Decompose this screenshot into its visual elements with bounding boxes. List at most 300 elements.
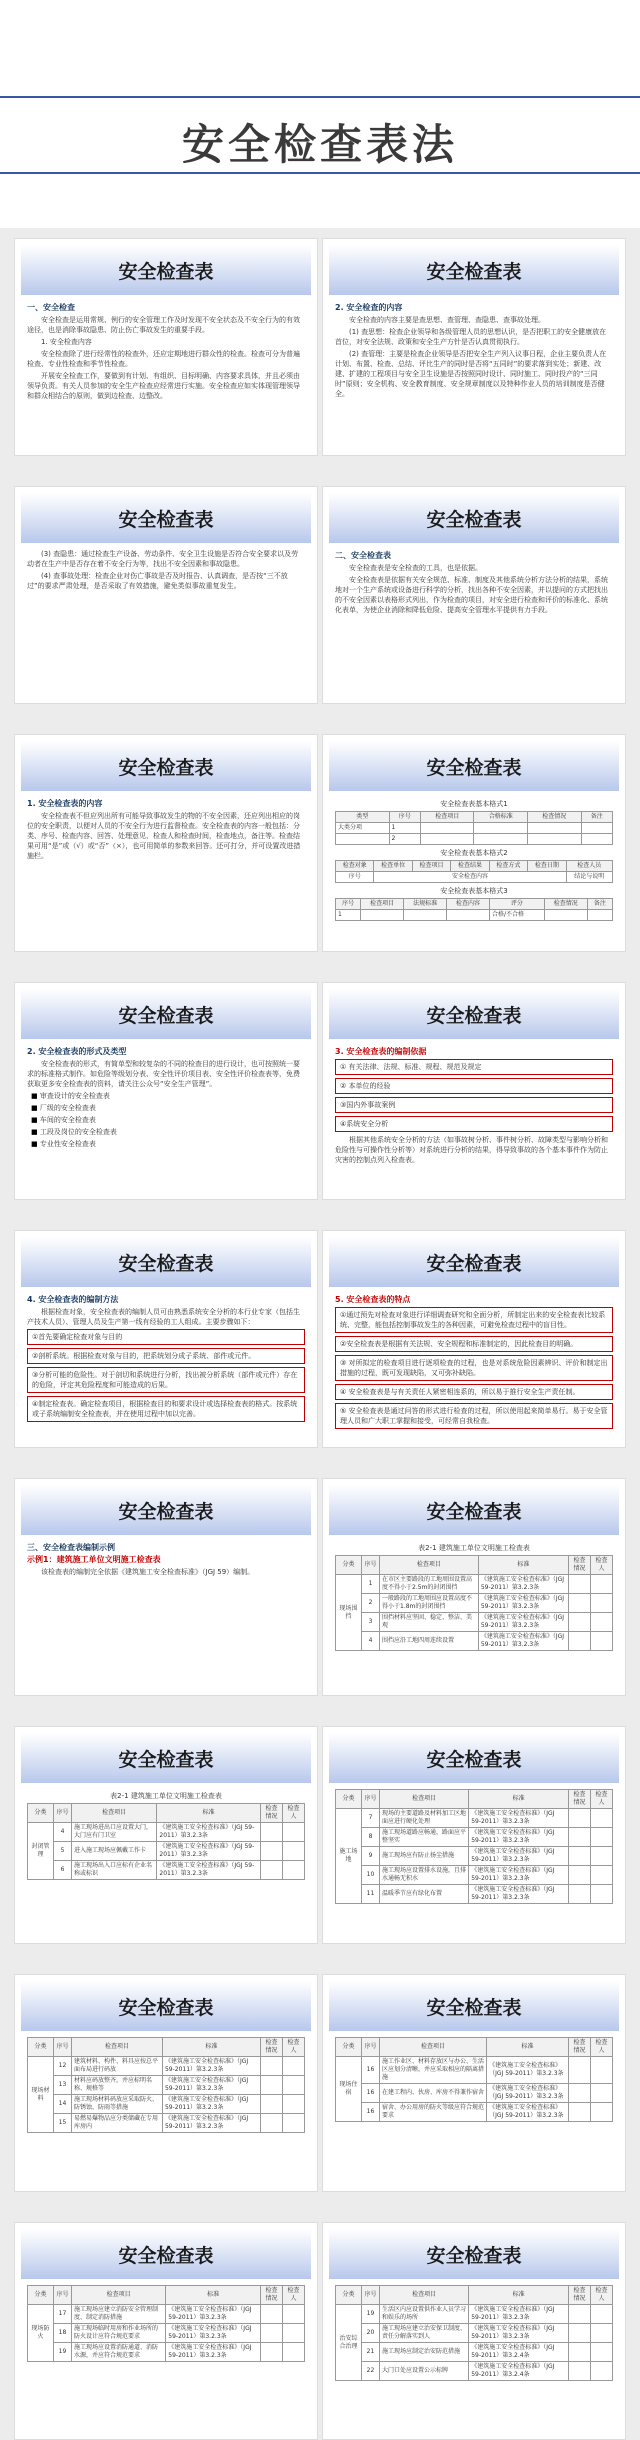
table-cell: [569, 2057, 591, 2084]
table-cell: [283, 2305, 305, 2324]
table-cell: 1: [389, 823, 420, 834]
table-row: [336, 1594, 613, 1613]
slide-banner: [329, 493, 619, 543]
slide-method: [14, 1230, 318, 1448]
table-cell: [591, 1866, 613, 1885]
slide-body: [335, 2285, 613, 2384]
slide-title: 安全检查表: [118, 509, 214, 531]
slide-table-f: [14, 2222, 318, 2440]
table-header-cell: 检查项目: [420, 812, 474, 823]
table-cell: [569, 1613, 591, 1632]
table-row: [28, 2076, 305, 2095]
slide-body: [27, 549, 305, 593]
slide-hazards: [14, 486, 318, 704]
table-cell: 大类分项: [336, 823, 390, 834]
table-cell: 易燃易爆物品应分类储藏在专用库房内: [72, 2114, 163, 2133]
table-cell: [569, 2343, 591, 2362]
table-cell: [261, 2324, 283, 2343]
table-cell: 施工现场道路应畅通，路面应平整坚实: [380, 1828, 469, 1847]
paragraph: 根据检查对象，安全检查表的编制人员可由熟悉系统安全分析的本行业专家（包括生产技术人员）、管理人员及生产第一线有经验的工人组成。主要步骤如下：: [27, 1308, 300, 1326]
method-step: ②剖析系统。根据检查对象与目的，把系统划分成子系统、部件或元件。: [27, 1348, 305, 1364]
slide-body: [335, 549, 613, 617]
table-header-cell: 检查项目: [380, 2038, 487, 2057]
table-cell: 5: [54, 1842, 72, 1861]
table-category: 治安综合治理: [336, 2305, 362, 2381]
slide-body: [335, 1541, 613, 1654]
slide-body: [335, 1293, 613, 1432]
feature-item: ①通过预先对检查对象进行详细调查研究和全面分析，所制定出来的安全检查表比较系统、完整，能包括控制事故发生的各种因素，可避免检查过程中的盲目性。: [335, 1307, 613, 1333]
table-cell: 施工现场应制定治安防范措施: [380, 2343, 469, 2362]
table-cell: [261, 2343, 283, 2362]
table-cell: [591, 1594, 613, 1613]
table-cell: [569, 2103, 591, 2122]
table-cell: 《建筑施工安全检查标准》（JGJ 59-2011）第3.2.3条: [469, 1885, 569, 1904]
slide-banner: [21, 1733, 311, 1783]
table-cell: 《建筑施工安全检查标准》（JGJ 59-2011）第3.2.3条: [478, 1632, 568, 1651]
slide-title: 安全检查表: [426, 1005, 522, 1027]
table-header-cell: 检查情况: [569, 2286, 591, 2305]
slide-body: [27, 2285, 305, 2365]
basis-item: ④系统安全分析: [335, 1116, 613, 1132]
table-cell: 结论与说明: [566, 872, 612, 883]
table-cell: 材料应码放整齐，并应标明名称、规格等: [72, 2076, 163, 2095]
table-header-cell: 评分: [490, 899, 545, 910]
slide-banner: [329, 1485, 619, 1535]
slide-heading: 3. 安全检查表的编制依据: [335, 1047, 427, 1056]
table-header-cell: 序号: [336, 899, 361, 910]
table-cell: [283, 2343, 305, 2362]
table-header-cell: 分类: [28, 2038, 54, 2057]
table-cell: 现场的主要道路及材料加工区地面应进行硬化处理: [380, 1809, 469, 1828]
table-cell: [420, 823, 474, 834]
table-cell: [591, 2084, 613, 2103]
table-header-cell: 序号: [389, 812, 420, 823]
table-cell: 11: [362, 1885, 380, 1904]
table-cell: 《建筑施工安全检查标准》（JGJ 59-2011）第3.2.3条: [157, 1823, 261, 1842]
slide-heading: 二、安全检查表: [335, 551, 391, 560]
slide-heading: 4. 安全检查表的编制方法: [27, 1295, 119, 1304]
table-cell: 14: [54, 2095, 72, 2114]
table-cell: [569, 1575, 591, 1594]
table-header-cell: 分类: [336, 2286, 362, 2305]
table-row: [336, 1809, 613, 1828]
table-cell: 一般路段的工地周围应设置高度不得小于1.8m的封闭围挡: [380, 1594, 479, 1613]
table-cell: [283, 2095, 305, 2114]
method-step: ①首先要确定检查对象与目的: [27, 1329, 305, 1345]
slide-table-a: [322, 1478, 626, 1696]
table-cell: [528, 823, 582, 834]
table-cell: 《建筑施工安全检查标准》（JGJ 59-2011）第3.2.3条: [487, 2084, 569, 2103]
table-cell: 《建筑施工安全检查标准》（JGJ 59-2011）第3.2.4条: [469, 2362, 569, 2381]
table-header-cell: 分类: [28, 2286, 54, 2305]
table-cell: [261, 1861, 283, 1880]
table-header-cell: 检查人: [283, 2038, 305, 2057]
table-cell: 《建筑施工安全检查标准》（JGJ 59-2011）第3.2.3条: [478, 1613, 568, 1632]
slide-title: 安全检查表: [426, 1501, 522, 1523]
table-header-cell: 检查人: [591, 1790, 613, 1809]
table-cell: [591, 1575, 613, 1594]
slide-heading: 2. 安全检查表的形式及类型: [27, 1047, 127, 1056]
table-cell: 《建筑施工安全检查标准》（JGJ 59-2011）第3.2.3条: [157, 1861, 261, 1880]
slide-banner: [329, 741, 619, 791]
table-cell: 《建筑施工安全检查标准》（JGJ 59-2011）第3.2.3条: [487, 2103, 569, 2122]
table-header-cell: 标准: [162, 2038, 260, 2057]
slide-title: 安全检查表: [118, 1997, 214, 2019]
table-header-cell: 检查人: [591, 1556, 613, 1575]
table-header-cell: 检查情况: [544, 899, 587, 910]
table-cell: 《建筑施工安全检查标准》（JGJ 59-2011）第3.2.3条: [469, 2305, 569, 2324]
paragraph: 安全检查表的形式，有简单型和较复杂的不同的检查目的进行设计，也可按照统一要求的标准格式制作。如危险等级划分表、安全性评价项目表、安全性评价检查表等，免费获取更多安全检查表的资料，请关注公众号“安全生产管理”。: [27, 1060, 300, 1088]
slide-table-c: [322, 1726, 626, 1944]
slide-heading: 一、安全检查: [27, 303, 75, 312]
table-header-cell: 检查项目: [380, 2286, 469, 2305]
table-cell: 22: [362, 2362, 380, 2381]
slide-banner: [21, 493, 311, 543]
table-title: 安全检查表基本格式2: [440, 849, 508, 857]
table-cell: 进入施工现场应佩戴工作卡: [72, 1842, 157, 1861]
table-cell: 6: [54, 1861, 72, 1880]
check-table: [335, 2285, 613, 2381]
table-row: [336, 2324, 613, 2343]
table-row: [28, 2324, 305, 2343]
check-table: [335, 1555, 613, 1651]
table-cell: 施工现场应建立治安保卫制度、责任分解落实到人: [380, 2324, 469, 2343]
table-cell: [283, 1842, 305, 1861]
table-row: [336, 1866, 613, 1885]
table-header-cell: 检查人: [283, 1804, 305, 1823]
table-header-cell: 检查人: [591, 2286, 613, 2305]
table-row: [336, 1632, 613, 1651]
slide-banner: [21, 2229, 311, 2279]
table-cell: [569, 1885, 591, 1904]
table-cell: 1: [362, 1575, 380, 1594]
slide-heading: 三、安全检查表编制示例: [27, 1543, 115, 1552]
table-cell: [283, 2114, 305, 2133]
table-cell: [591, 1847, 613, 1866]
table-row: [28, 2305, 305, 2324]
table-cell: [591, 1632, 613, 1651]
slide-title: 安全检查表: [426, 1749, 522, 1771]
table-cell: 18: [54, 2324, 72, 2343]
table-cell: 施工现场进出口应设置大门，大门应有门卫室: [72, 1823, 157, 1842]
table-header-cell: 检查对象: [336, 861, 374, 872]
table-header-cell: 序号: [362, 1556, 380, 1575]
table-cell: [581, 823, 612, 834]
slide-features: [322, 1230, 626, 1448]
slide-body: [27, 1293, 305, 1425]
table-cell: [591, 1828, 613, 1847]
table-cell: 施工现场应设置消防通道、消防水源，并应符合规范要求: [72, 2343, 166, 2362]
table-cell: 13: [54, 2076, 72, 2095]
slide-title: 安全检查表: [118, 2245, 214, 2267]
table-row: [28, 1842, 305, 1861]
table-header-cell: 标准: [166, 2286, 261, 2305]
slide-heading: 2. 安全检查的内容: [335, 303, 403, 312]
paragraph: 1. 安全检查内容: [41, 338, 92, 346]
feature-item: ③ 对所拟定的检查项目进行逐项检查的过程，也是对系统危险因素辨识、评价和制定出措施的过程，既可发现缺陷，又可弥补缺陷。: [335, 1355, 613, 1381]
table-cell: 19: [54, 2343, 72, 2362]
paragraph: 安全检查的内容主要是查思想、查管理、查隐患、查事故处理。: [349, 316, 545, 324]
slide-body: [335, 2037, 613, 2125]
table-cell: 《建筑施工安全检查标准》（JGJ 59-2011）第3.2.3条: [469, 2324, 569, 2343]
table-row: [28, 2343, 305, 2362]
table-header-cell: 分类: [336, 1556, 362, 1575]
table-cell: 《建筑施工安全检查标准》（JGJ 59-2011）第3.2.4条: [469, 2343, 569, 2362]
slide-body: [335, 797, 613, 924]
table-cell: [569, 2324, 591, 2343]
table-header-cell: 分类: [28, 1804, 54, 1823]
table-row: [336, 2103, 613, 2122]
table-cell: [283, 1823, 305, 1842]
table-cell: 4: [54, 1823, 72, 1842]
table-row: [336, 2362, 613, 2381]
table-header-cell: 检查项目: [412, 861, 450, 872]
table-cell: 《建筑施工安全检查标准》（JGJ 59-2011）第3.2.3条: [162, 2095, 260, 2114]
table-cell: [591, 1885, 613, 1904]
format-table-2: [335, 860, 613, 883]
table-cell: [569, 1594, 591, 1613]
slide-banner: [329, 245, 619, 295]
paragraph: 安全检查表是安全检查的工具，也是依据。: [349, 564, 482, 572]
table-header-cell: 法规标准: [404, 899, 447, 910]
slide-title: 安全检查表: [118, 1005, 214, 1027]
table-cell: 9: [362, 1847, 380, 1866]
table-category: 封闭管理: [28, 1823, 54, 1880]
slide-title: 安全检查表: [426, 1997, 522, 2019]
method-step: ④制定检查表。确定检查项目，根据检查目的和要求设计或选择检查表的格式。按系统或子系统编制安全检查表，并在使用过程中加以完善。: [27, 1396, 305, 1422]
slide-title: 安全检查表: [426, 261, 522, 283]
paragraph: 根据其他系统安全分析的方法（如事故树分析、事件树分析、故障类型与影响分析和危险性与可操作性分析等）对系统进行分析的结果，得导致事故的各个基本事件作为防止灾害的控制点列入检查表。: [335, 1136, 608, 1164]
table-cell: 2: [389, 834, 420, 845]
table-title: 安全检查表基本格式3: [440, 887, 508, 895]
table-header-cell: 分类: [336, 1790, 362, 1809]
paragraph: 安全检查表是依据有关安全规范、标准、制度及其他系统分析方法分析的结果，系统地对一个生产系统或设备进行科学的分析，找出各种不安全因素，并以提问的方式把找出的不安全因素以表格形式列出，作为检查的项目，对安全进行检查和评价的标准化、系统化表单，为使企业消除和降低危险、提高安全管理水平提供有力手段。: [335, 576, 608, 614]
cover-line-top: [0, 96, 640, 98]
slide-title: 安全检查表: [426, 2245, 522, 2267]
table-header-cell: 检查项目: [72, 2038, 163, 2057]
table-header-cell: 序号: [362, 2038, 380, 2057]
type-item: ■ 厂级的安全检查表: [31, 1103, 305, 1113]
table-row: [28, 2095, 305, 2114]
table-row: [336, 1885, 613, 1904]
basis-item: ③国内外事故案例: [335, 1097, 613, 1113]
slide-body: [335, 1789, 613, 1907]
table-cell: 《建筑施工安全检查标准》（JGJ 59-2011）第3.2.3条: [487, 2057, 569, 2084]
table-cell: [447, 910, 490, 921]
table-cell: 施工现场应建立消防安全管理制度、制定消防措施: [72, 2305, 166, 2324]
table-cell: 施工现场出入口应标有企业名称或标识: [72, 1861, 157, 1880]
paragraph: 该检查表的编制完全依据《建筑施工安全检查标准》（JGJ 59）编制。: [41, 1568, 255, 1576]
table-cell: 《建筑施工安全检查标准》（JGJ 59-2011）第3.2.3条: [469, 1828, 569, 1847]
table-cell: 大门口处应设置公示标牌: [380, 2362, 469, 2381]
table-title: 表2-1 建筑施工单位文明施工检查表: [418, 1544, 530, 1552]
table-cell: [569, 1847, 591, 1866]
table-header-cell: 标准: [469, 1790, 569, 1809]
paragraph: 安全检查是运用常规、例行的安全管理工作及时发现不安全状态及不安全行为的有效途径，也是消除事故隐患、防止伤亡事故发生的重要手段。: [27, 316, 300, 334]
feature-item: ④ 安全检查表是与有关责任人紧密相连系的，所以易于推行安全生产责任制。: [335, 1384, 613, 1400]
table-cell: [569, 2084, 591, 2103]
slide-basis: [322, 982, 626, 1200]
slide-banner: [329, 989, 619, 1039]
slide-types: [14, 982, 318, 1200]
table-cell: 施工现场材料码放应采取防火、防锈蚀、防雨等措施: [72, 2095, 163, 2114]
table-cell: [404, 910, 447, 921]
table-row: [28, 2057, 305, 2076]
slide-banner: [21, 1485, 311, 1535]
table-cell: [569, 2305, 591, 2324]
table-cell: 《建筑施工安全检查标准》（JGJ 59-2011）第3.2.3条: [469, 1847, 569, 1866]
table-cell: 施工现场临时用房和作业场所的防火设计应符合规范要求: [72, 2324, 166, 2343]
slide-banner: [329, 1981, 619, 2031]
table-row: [336, 2057, 613, 2084]
paragraph: 安全检查表不但应列出所有可能导致事故发生的物的不安全因素，还应列出相应的岗位的安全职责，以便对人员的不安全行为进行监督检查。安全检查表的内容一般包括：分类、序号、检查内容、回答、处理意见、检查人和检查时间，检查地点，备注等。检查结果可用“是”或（√）或“否”（×），也可用简单的参数来回答。还可打分，并可设置改进措施栏。: [27, 812, 301, 860]
table-cell: [591, 2305, 613, 2324]
check-table: [27, 2285, 305, 2362]
table-header-cell: 检查项目: [380, 1790, 469, 1809]
table-cell: [283, 2076, 305, 2095]
example-subtitle: 示例1：建筑施工单位文明施工检查表: [27, 1555, 161, 1564]
table-cell: 施工现场应有防止扬尘措施: [380, 1847, 469, 1866]
table-header-cell: 序号: [54, 1804, 72, 1823]
table-header-cell: 序号: [362, 1790, 380, 1809]
table-category: 现场围挡: [336, 1575, 362, 1651]
slide-title: 安全检查表: [118, 1749, 214, 1771]
table-header-cell: 检查单位: [374, 861, 412, 872]
method-step: ③分析可能的危险性。对于剖切和系统进行分析，找出被分析系统（部件或元件）存在的危险，评定其危险程度和可能造成的后果。: [27, 1367, 305, 1393]
check-table: [335, 2037, 613, 2122]
slide-title: 安全检查表: [118, 1253, 214, 1275]
table-cell: 《建筑施工安全检查标准》（JGJ 59-2011）第3.2.3条: [162, 2114, 260, 2133]
table-cell: 《建筑施工安全检查标准》（JGJ 59-2011）第3.2.3条: [166, 2305, 261, 2324]
table-row: [336, 2084, 613, 2103]
slide-intro: [14, 238, 318, 456]
table-row: [336, 1613, 613, 1632]
table-header-cell: 合格标准: [474, 812, 528, 823]
table-cell: [587, 910, 612, 921]
table-cell: [591, 2343, 613, 2362]
format-table-3: [335, 898, 613, 921]
table-row: [336, 1847, 613, 1866]
table-cell: 温暖季节应有绿化布置: [380, 1885, 469, 1904]
table-cell: [569, 1809, 591, 1828]
table-header-cell: 标准: [157, 1804, 261, 1823]
type-item: ■ 工段及岗位的安全检查表: [31, 1127, 305, 1137]
feature-item: ②安全检查表是根据有关法规、安全规程和标准制定的，因此检查目的明确。: [335, 1336, 613, 1352]
table-header-cell: 序号: [362, 2286, 380, 2305]
table-cell: [591, 1613, 613, 1632]
table-cell: [283, 2057, 305, 2076]
table-header-cell: 检查情况: [261, 2038, 283, 2057]
table-cell: [591, 2057, 613, 2084]
paragraph: 安全检查除了进行经常性的检查外，还应定期地进行群众性的检查。检查可分为普遍检查、专业性检查和季节性检查。: [27, 350, 300, 368]
table-cell: [591, 2362, 613, 2381]
slide-body: [335, 301, 613, 401]
table-header-cell: 序号: [54, 2038, 72, 2057]
table-header-cell: 检查方式: [489, 861, 527, 872]
paragraph: (3) 查隐患：通过检查生产设备、劳动条件、安全卫生设施是否符合安全要求以及劳动者在生产中是否存在着不安全行为等，找出不安全因素和事故隐患。: [27, 550, 299, 568]
feature-item: ⑤ 安全检查表是通过问答的形式进行检查的过程，所以使用起来简单易行。易于安全管理人员和广大职工掌握和接受，可经常自我检查。: [335, 1403, 613, 1429]
table-cell: [361, 910, 404, 921]
paragraph: (1) 查思想：检查企业领导和各级管理人员的思想认识，是否把职工的安全健康放在首位，对安全法规、政策和安全生产方针是否认真贯彻执行。: [335, 328, 607, 346]
cover-line-bottom: [0, 172, 640, 174]
table-cell: 16: [362, 2084, 380, 2103]
table-cell: 1: [336, 910, 361, 921]
table-cell: [261, 2057, 283, 2076]
paragraph: (2) 查管理：主要是检查企业领导是否把安全生产列入议事日程，企业主要负责人在计划、布置、检查、总结、评比生产的同时是否将“五同时”的要求落到实处；新建、改建、扩建的工程项目与安全卫生设施是否按照同时设计、同时施工、同时投产的“三同时”原则；安全机构、安全教育制度、安全规章制度以及特种作业人员的培训制度是否健全。: [335, 350, 607, 398]
table-header-cell: 标准: [487, 2038, 569, 2057]
table-header-cell: 备注: [581, 812, 612, 823]
table-cell: [261, 2095, 283, 2114]
table-header-cell: 检查项目: [361, 899, 404, 910]
table-cell: [569, 2362, 591, 2381]
table-header-cell: 检查日期: [528, 861, 566, 872]
table-header-cell: 检查情况: [528, 812, 582, 823]
slide-table-b: [14, 1726, 318, 1944]
table-cell: 在市区主要路段的工地周围设置高度不得小于2.5m的封闭围挡: [380, 1575, 479, 1594]
table-cell: 《建筑施工安全检查标准》（JGJ 59-2011）第3.2.3条: [469, 1866, 569, 1885]
table-cell: 《建筑施工安全检查标准》（JGJ 59-2011）第3.2.3条: [469, 1809, 569, 1828]
table-row: [28, 1823, 305, 1842]
table-cell: 在建工程内、伙房、库房不得兼作宿舍: [380, 2084, 487, 2103]
table-header-cell: 标准: [469, 2286, 569, 2305]
slide-title: 安全检查表: [426, 757, 522, 779]
type-item: ■ 审查设计的安全检查表: [31, 1091, 305, 1101]
slide-body: [27, 1541, 305, 1579]
table-cell: [581, 834, 612, 845]
table-cell: 生活区内应设置供作业人员学习和娱乐的场所: [380, 2305, 469, 2324]
slide-banner: [329, 1733, 619, 1783]
table-cell: 2: [362, 1594, 380, 1613]
table-cell: [591, 2103, 613, 2122]
type-item: ■ 车间的安全检查表: [31, 1115, 305, 1125]
slide-banner: [21, 245, 311, 295]
check-table: [27, 1803, 305, 1880]
table-header-cell: 分类: [336, 2038, 362, 2057]
table-cell: [336, 834, 390, 845]
slide-example: [14, 1478, 318, 1696]
table-header-cell: 检查项目: [380, 1556, 479, 1575]
table-header-cell: 检查情况: [261, 2286, 283, 2305]
slide-heading: 5. 安全检查表的特点: [335, 1295, 411, 1304]
table-category: 现场住宿: [336, 2057, 362, 2122]
table-cell: 《建筑施工安全检查标准》（JGJ 59-2011）第3.2.3条: [478, 1594, 568, 1613]
table-cell: 20: [362, 2324, 380, 2343]
basis-item: ② 本单位的经验: [335, 1078, 613, 1094]
table-cell: 宿舍、办公用房的防火等级应符合规范要求: [380, 2103, 487, 2122]
table-cell: [591, 2324, 613, 2343]
slide-body: [335, 1045, 613, 1167]
table-cell: [261, 1823, 283, 1842]
slide-formats: [322, 734, 626, 952]
table-row: [28, 1861, 305, 1880]
table-cell: 16: [362, 2103, 380, 2122]
table-cell: [261, 2114, 283, 2133]
basis-item: ① 有关法律、法规、标准、规程、规范及规定: [335, 1059, 613, 1075]
table-cell: 7: [362, 1809, 380, 1828]
table-header-cell: 检查情况: [569, 1790, 591, 1809]
slide-title: 安全检查表: [118, 1501, 214, 1523]
slide-title: 安全检查表: [426, 1253, 522, 1275]
slide-table-d: [14, 1974, 318, 2192]
slide-banner: [21, 741, 311, 791]
slide-heading: 1. 安全检查表的内容: [27, 799, 103, 808]
slide-title: 安全检查表: [118, 261, 214, 283]
table-title: 表2-1 建筑施工单位文明施工检查表: [110, 1792, 222, 1800]
table-header-cell: 检查内容: [447, 899, 490, 910]
table-header-cell: 检查人员: [566, 861, 612, 872]
cover-slide: [0, 0, 640, 228]
slide-body: [27, 1789, 305, 1883]
